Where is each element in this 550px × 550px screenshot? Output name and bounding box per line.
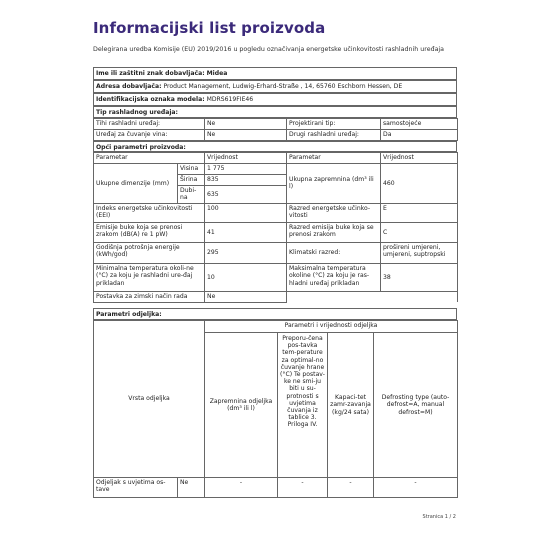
table-row [94,203,458,222]
table-row [94,242,458,263]
compartment-capacity-header: Kapaci-tet zamr-zavanja (kg/24 sata) [328,333,374,478]
min-temp-value: 10 [205,263,287,291]
supplier-name-value: Midea [206,70,228,77]
other-appliance-value: Da [381,130,458,141]
other-appliance-label: Drugi rashladni uređaj: [287,130,381,141]
height-label: Visina [178,164,205,175]
design-type-label: Projektirani tip: [287,119,381,130]
col-param-header-2: Parametar [287,153,381,164]
compartment-row-defrost: - [374,478,458,498]
page-number: Stranica 1 / 2 [422,514,456,520]
height-value: 1 775 [205,164,287,175]
silent-label: Tihi rashladni uređaj: [94,119,205,130]
table-row [94,478,458,498]
table-row [94,164,458,175]
supplier-address-label: Adresa dobavljača: [96,83,162,90]
general-header: Opći parametri proizvoda: [93,141,457,152]
supplier-address-value: Product Management, Ludwig-Erhard-Straße , 14, 65760 Eschborn Hessen, DE [163,83,403,90]
total-volume-label: Ukupna zapremnina (dm³ ili l) [287,164,381,204]
compartment-row-label: Odjeljak s uvjetima os-tave [94,478,178,498]
table-row [94,130,458,141]
min-temp-label: Minimalna temperatura okoli-ne (°C) za koju je rashladni ure-đaj prikladan [94,263,205,291]
width-label: Širina [178,175,205,186]
compartment-volume-header: Zapremnina odjeljka (dm³ ili l) [205,333,278,478]
noise-class-value: C [381,222,458,242]
compartment-header: Parametri odjeljka: [93,308,457,320]
winter-value: Ne [205,291,287,302]
energy-class-label: Razred energetske učinko-vitosti [287,203,381,222]
regulation-text: Delegirana uredba Komisije (EU) 2019/2016 u pogledu označivanja energetske učinkovitosti rashladnih uređaja [93,46,445,53]
table-row [94,222,458,242]
table-row [94,291,458,302]
winter-label: Postavka za zimski način rada [94,291,205,302]
noise-value: 41 [205,222,287,242]
empty-cell [381,291,458,302]
compartment-row-temp: - [278,478,328,498]
design-type-value: samostojeće [381,119,458,130]
supplier-name-row [93,67,457,80]
energy-value: 295 [205,242,287,263]
document-title: Informacijski list proizvoda [93,19,326,37]
table-row [94,263,458,291]
eei-label: Indeks energetske učinkovitosti (EEI) [94,203,205,222]
model-value: MDRS619FIE46 [206,96,254,103]
compartment-table [93,320,458,498]
total-volume-value: 460 [381,164,458,204]
noise-class-label: Razred emisija buke koja se prenosi zrakom [287,222,381,242]
appliance-type-header: Tip rashladnog uređaja: [93,106,457,118]
supplier-address-row [93,80,457,93]
max-temp-label: Maksimalna temperatura okoline (°C) za koju je ras-hladni uređaj prikladan [287,263,381,291]
climate-label: Klimatski razred: [287,242,381,263]
compartment-row-present: Ne [178,478,205,498]
col-param-header: Parametar [94,153,205,164]
energy-class-value: E [381,203,458,222]
model-label: Identifikacijska oznaka modela: [96,96,205,103]
compartment-row-volume: - [205,478,278,498]
dimensions-label: Ukupne dimenzije (mm) [94,164,178,204]
wine-label: Uređaj za čuvanje vina: [94,130,205,141]
compartment-row-capacity: - [328,478,374,498]
width-value: 835 [205,175,287,186]
silent-value: Ne [205,119,287,130]
wine-value: Ne [205,130,287,141]
compartment-type-header: Vrsta odjeljka [94,321,205,478]
col-value-header: Vrijednost [205,153,287,164]
general-params-table [93,152,458,303]
supplier-name-label: Ime ili zaštitni znak dobavljača: [96,70,205,77]
energy-label: Godišnja potrošnja energije (kWh/god) [94,242,205,263]
compartment-group-header: Parametri i vrijednosti odjeljka [205,321,458,333]
model-row [93,93,457,106]
compartment-defrost-header: Defrosting type (auto-defrost=A, manual defrost=M) [374,333,458,478]
max-temp-value: 38 [381,263,458,291]
compartment-temp-header: Preporu-čena pos-tavka tem-perature za optimal-no čuvanje hrane (°C) Te postav-ke ne smi-ju biti u su-protnosti s uvjetima čuvanja iz tablice 3. Priloga IV. [278,333,328,478]
col-value-header-2: Vrijednost [381,153,458,164]
table-row [94,321,458,333]
depth-value: 635 [205,186,287,204]
depth-label: Dubi-na [178,186,205,204]
appliance-type-table [93,118,458,141]
table-row [94,153,458,164]
noise-label: Emisije buke koja se prenosi zrakom (dB(A) re 1 pW) [94,222,205,242]
eei-value: 100 [205,203,287,222]
empty-cell [287,291,381,302]
climate-value: prošireni umjereni, umjereni, suptropski [381,242,458,263]
table-row [94,119,458,130]
